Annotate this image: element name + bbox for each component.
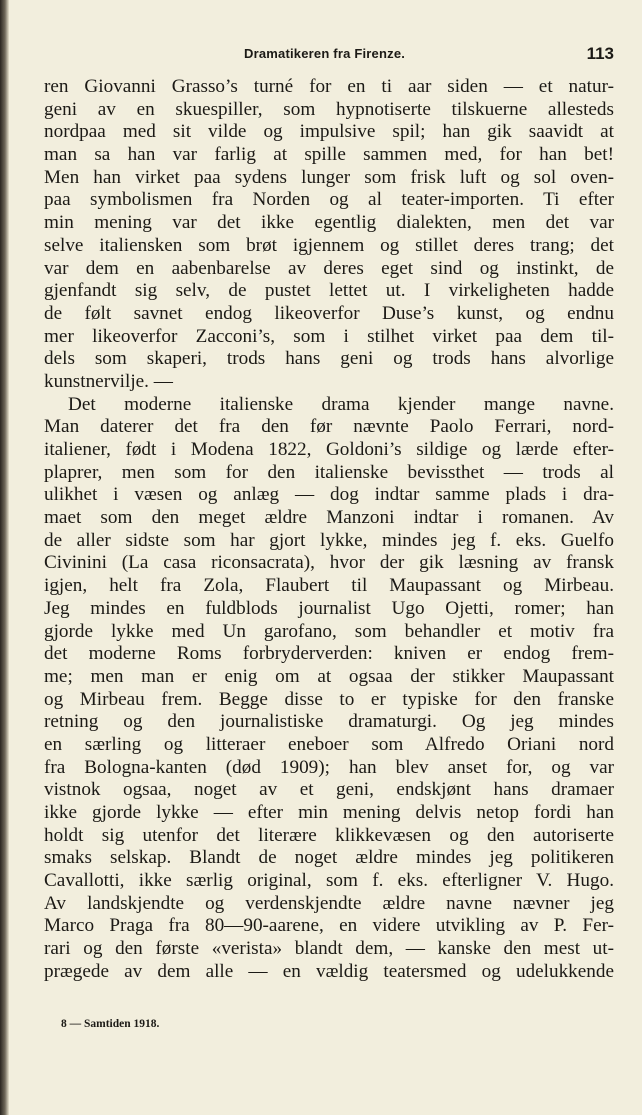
text-line: dels som skaperi, trods hans geni og trods hans alvorlige	[44, 348, 614, 370]
text-line: nordpaa med sit vilde og impulsive spil; han gik saavidt at	[44, 121, 614, 143]
text-line: man sa han var farlig at spille sammen med, for han bet!	[44, 144, 614, 166]
text-line: en særling og litteraer eneboer som Alfredo Oriani nord	[44, 733, 614, 755]
text-line: gjorde lykke med Un garofano, som behandler et motiv fra	[44, 620, 614, 642]
text-line: italiener, født i Modena 1822, Goldoni’s sildige og lærde efter-	[44, 439, 614, 460]
text-line: det moderne Roms forbryderverden: kniven er endog frem-	[44, 643, 614, 665]
text-line: de aller sidste som har gjort lykke, mindes jeg f. eks. Guelfo	[44, 529, 614, 551]
running-title: Dramatikeren fra Firenze.	[244, 46, 406, 61]
text-line: min mening var det ikke egentlig dialekten, men det var	[44, 212, 614, 234]
text-line: Av landskjendte og verdenskjendte ældre navne nævner jeg	[44, 892, 614, 914]
page-header	[44, 44, 614, 70]
text-line: Civinini (La casa riconsacrata), hvor der gik læsning av fransk	[44, 552, 614, 574]
text-line: de følt savnet endog likeoverfor Duse’s kunst, og endnu	[44, 302, 614, 324]
text-line: paa symbolismen fra Norden og al teater-importen. Ti efter	[44, 189, 614, 211]
text-line: maet som den meget ældre Manzoni indtar i romanen. Av	[44, 507, 614, 529]
body-text	[44, 76, 614, 984]
text-line: fra Bologna-kanten (død 1909); han blev anset for, og var	[44, 756, 614, 778]
text-line: mer likeoverfor Zacconi’s, som i stilhet virket paa dem til-	[44, 325, 614, 347]
text-line: Jeg mindes en fuldblods journalist Ugo Ojetti, romer; han	[44, 597, 614, 619]
text-line: ren Giovanni Grasso’s turné for en ti aar siden — et natur-	[44, 76, 614, 97]
text-line: Det moderne italienske drama kjender mange navne.	[68, 393, 614, 415]
text-line: kunstnervilje. —	[44, 370, 173, 392]
page-binding-edge	[0, 0, 9, 1115]
signature-mark: 8 — Samtiden 1918.	[61, 1018, 160, 1030]
text-line: geni av en skuespiller, som hypnotiserte tilskuerne allesteds	[44, 98, 614, 120]
text-line: var dem en aabenbarelse av deres eget sind og instinkt, de	[44, 257, 614, 279]
text-line: Man daterer det fra den før nævnte Paolo Ferrari, nord-	[44, 416, 614, 438]
text-line: Men han virket paa sydens lunger som frisk luft og sol oven-	[44, 166, 614, 188]
text-line: Marco Praga fra 80—90-aarene, en videre utvikling av P. Fer-	[44, 915, 614, 937]
text-line: igjen, helt fra Zola, Flaubert til Maupassant og Mirbeau.	[44, 575, 614, 597]
text-line: plaprer, men som for den italienske bevissthet — trods al	[44, 461, 614, 483]
text-line: smaks selskap. Blandt de noget ældre mindes jeg politikeren	[44, 847, 614, 869]
text-line: ikke gjorde lykke — efter min mening delvis netop fordi han	[44, 802, 614, 823]
text-line: vistnok ogsaa, noget av et geni, endskjønt hans dramaer	[44, 779, 614, 801]
text-line: rari og den første «verista» blandt dem, — kanske den mest ut-	[44, 938, 614, 960]
text-line: selve italiensken som brøt igjennem og stillet deres trang; det	[44, 234, 614, 256]
text-line: me; men man er enig om at ogsaa der stikker Maupassant	[44, 665, 614, 687]
text-line: holdt sig utenfor det literære klikkevæsen og den autoriserte	[44, 824, 614, 846]
page-number: 113	[586, 44, 614, 63]
text-line: Cavallotti, ikke særlig original, som f. eks. efterligner V. Hugo.	[44, 870, 614, 892]
text-line: ulikhet i væsen og anlæg — dog indtar samme plads i dra-	[44, 484, 614, 506]
text-line: retning og den journalistiske dramaturgi. Og jeg mindes	[44, 711, 614, 733]
text-line: gjenfandt sig selv, de pustet lettet ut. I virkeligheten hadde	[44, 280, 614, 302]
text-line: og Mirbeau frem. Begge disse to er typiske for den franske	[44, 688, 614, 710]
text-line: prægede av dem alle — en vældig teatersmed og udelukkende	[44, 960, 614, 982]
